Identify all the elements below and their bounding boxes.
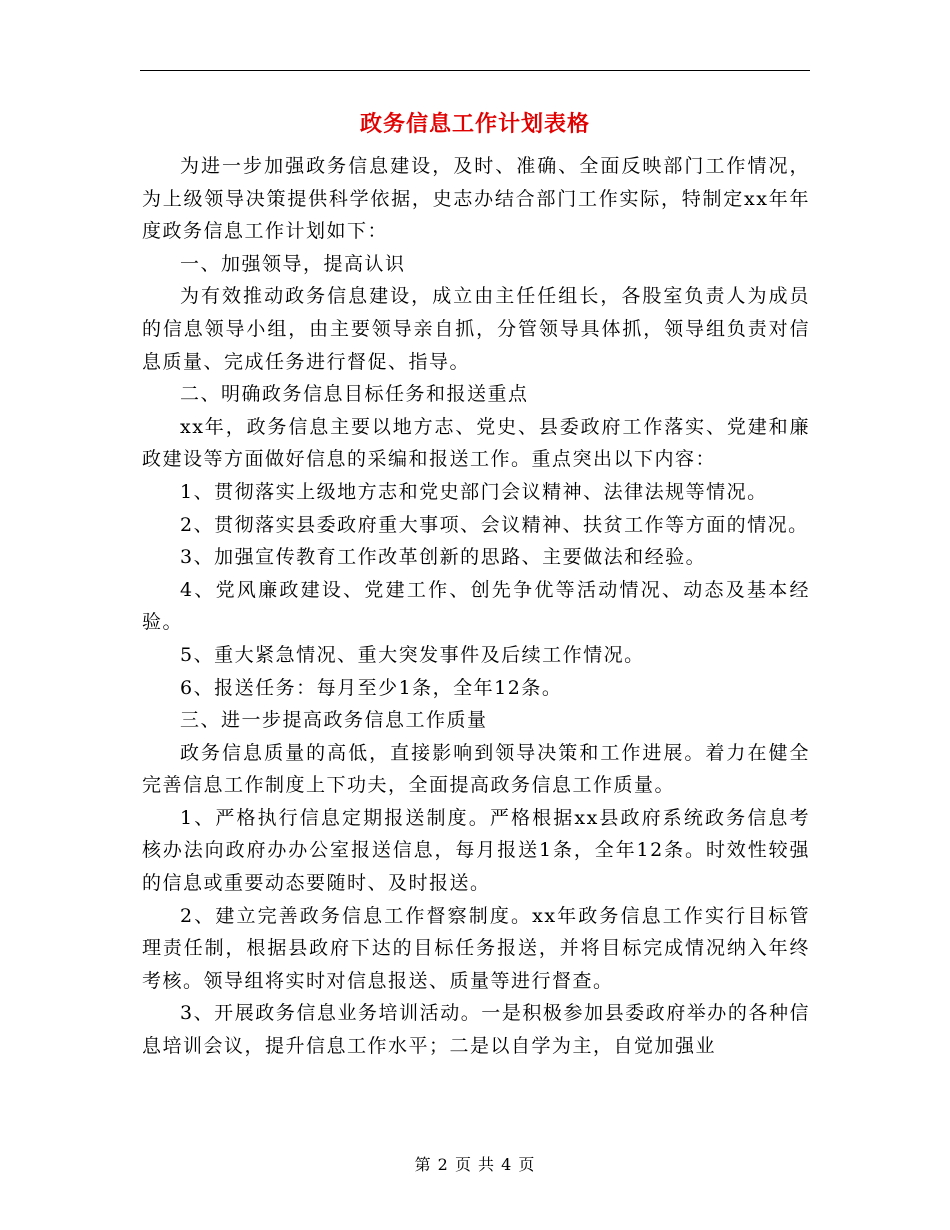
paragraph: 政务信息质量的高低，直接影响到领导决策和工作进展。着力在健全完善信息工作制度上下功夫，全面提高政务信息工作质量。 [142,741,810,797]
page-number: 第 2 页 共 4 页 [414,1155,536,1174]
list-item: 1、贯彻落实上级地方志和党史部门会议精神、法律法规等情况。 [180,480,768,503]
paragraph: 为有效推动政务信息建设，成立由主任任组长，各股室负责人为成员的信息领导小组，由主要领导亲自抓，分管领导具体抓，领导组负责对信息质量、完成任务进行督促、指导。 [142,285,810,373]
list-item: 2、建立完善政务信息工作督察制度。xx年政务信息工作实行目标管理责任制，根据县政府下达的目标任务报送，并将目标完成情况纳入年终考核。领导组将实时对信息报送、质量等进行督查。 [142,904,810,992]
section-heading-3: 三、进一步提高政务信息工作质量 [180,709,488,732]
list-item: 5、重大紧急情况、重大突发事件及后续工作情况。 [180,643,645,666]
header-rule [140,70,810,71]
list-item: 3、加强宣传教育工作改革创新的思路、主要做法和经验。 [180,546,707,569]
section-heading-1: 一、加强领导，提高认识 [180,252,406,275]
list-item: 3、开展政务信息业务培训活动。一是积极参加县委政府举办的各种信息培训会议，提升信息工作水平；二是以自学为主，自觉加强业 [142,1002,810,1058]
document-body [142,150,810,1063]
list-item: 2、贯彻落实县委政府重大事项、会议精神、扶贫工作等方面的情况。 [180,513,809,536]
section-heading-2: 二、明确政务信息目标任务和报送重点 [180,383,529,406]
document-title: 政务信息工作计划表格 [359,111,590,137]
paragraph-intro: 为进一步加强政务信息建设，及时、准确、全面反映部门工作情况，为上级领导决策提供科学依据，史志办结合部门工作实际，特制定xx年年度政务信息工作计划如下： [142,155,810,243]
paragraph: xx年，政务信息主要以地方志、党史、县委政府工作落实、党建和廉政建设等方面做好信息的采编和报送工作。重点突出以下内容： [142,415,810,471]
list-item: 4、党风廉政建设、党建工作、创先争优等活动情况、动态及基本经验。 [142,578,810,634]
list-item: 1、严格执行信息定期报送制度。严格根据xx县政府系统政务信息考核办法向政府办办公室报送信息，每月报送1条，全年12条。时效性较强的信息或重要动态要随时、及时报送。 [142,806,810,895]
list-item: 6、报送任务：每月至少1条，全年12条。 [180,676,563,699]
